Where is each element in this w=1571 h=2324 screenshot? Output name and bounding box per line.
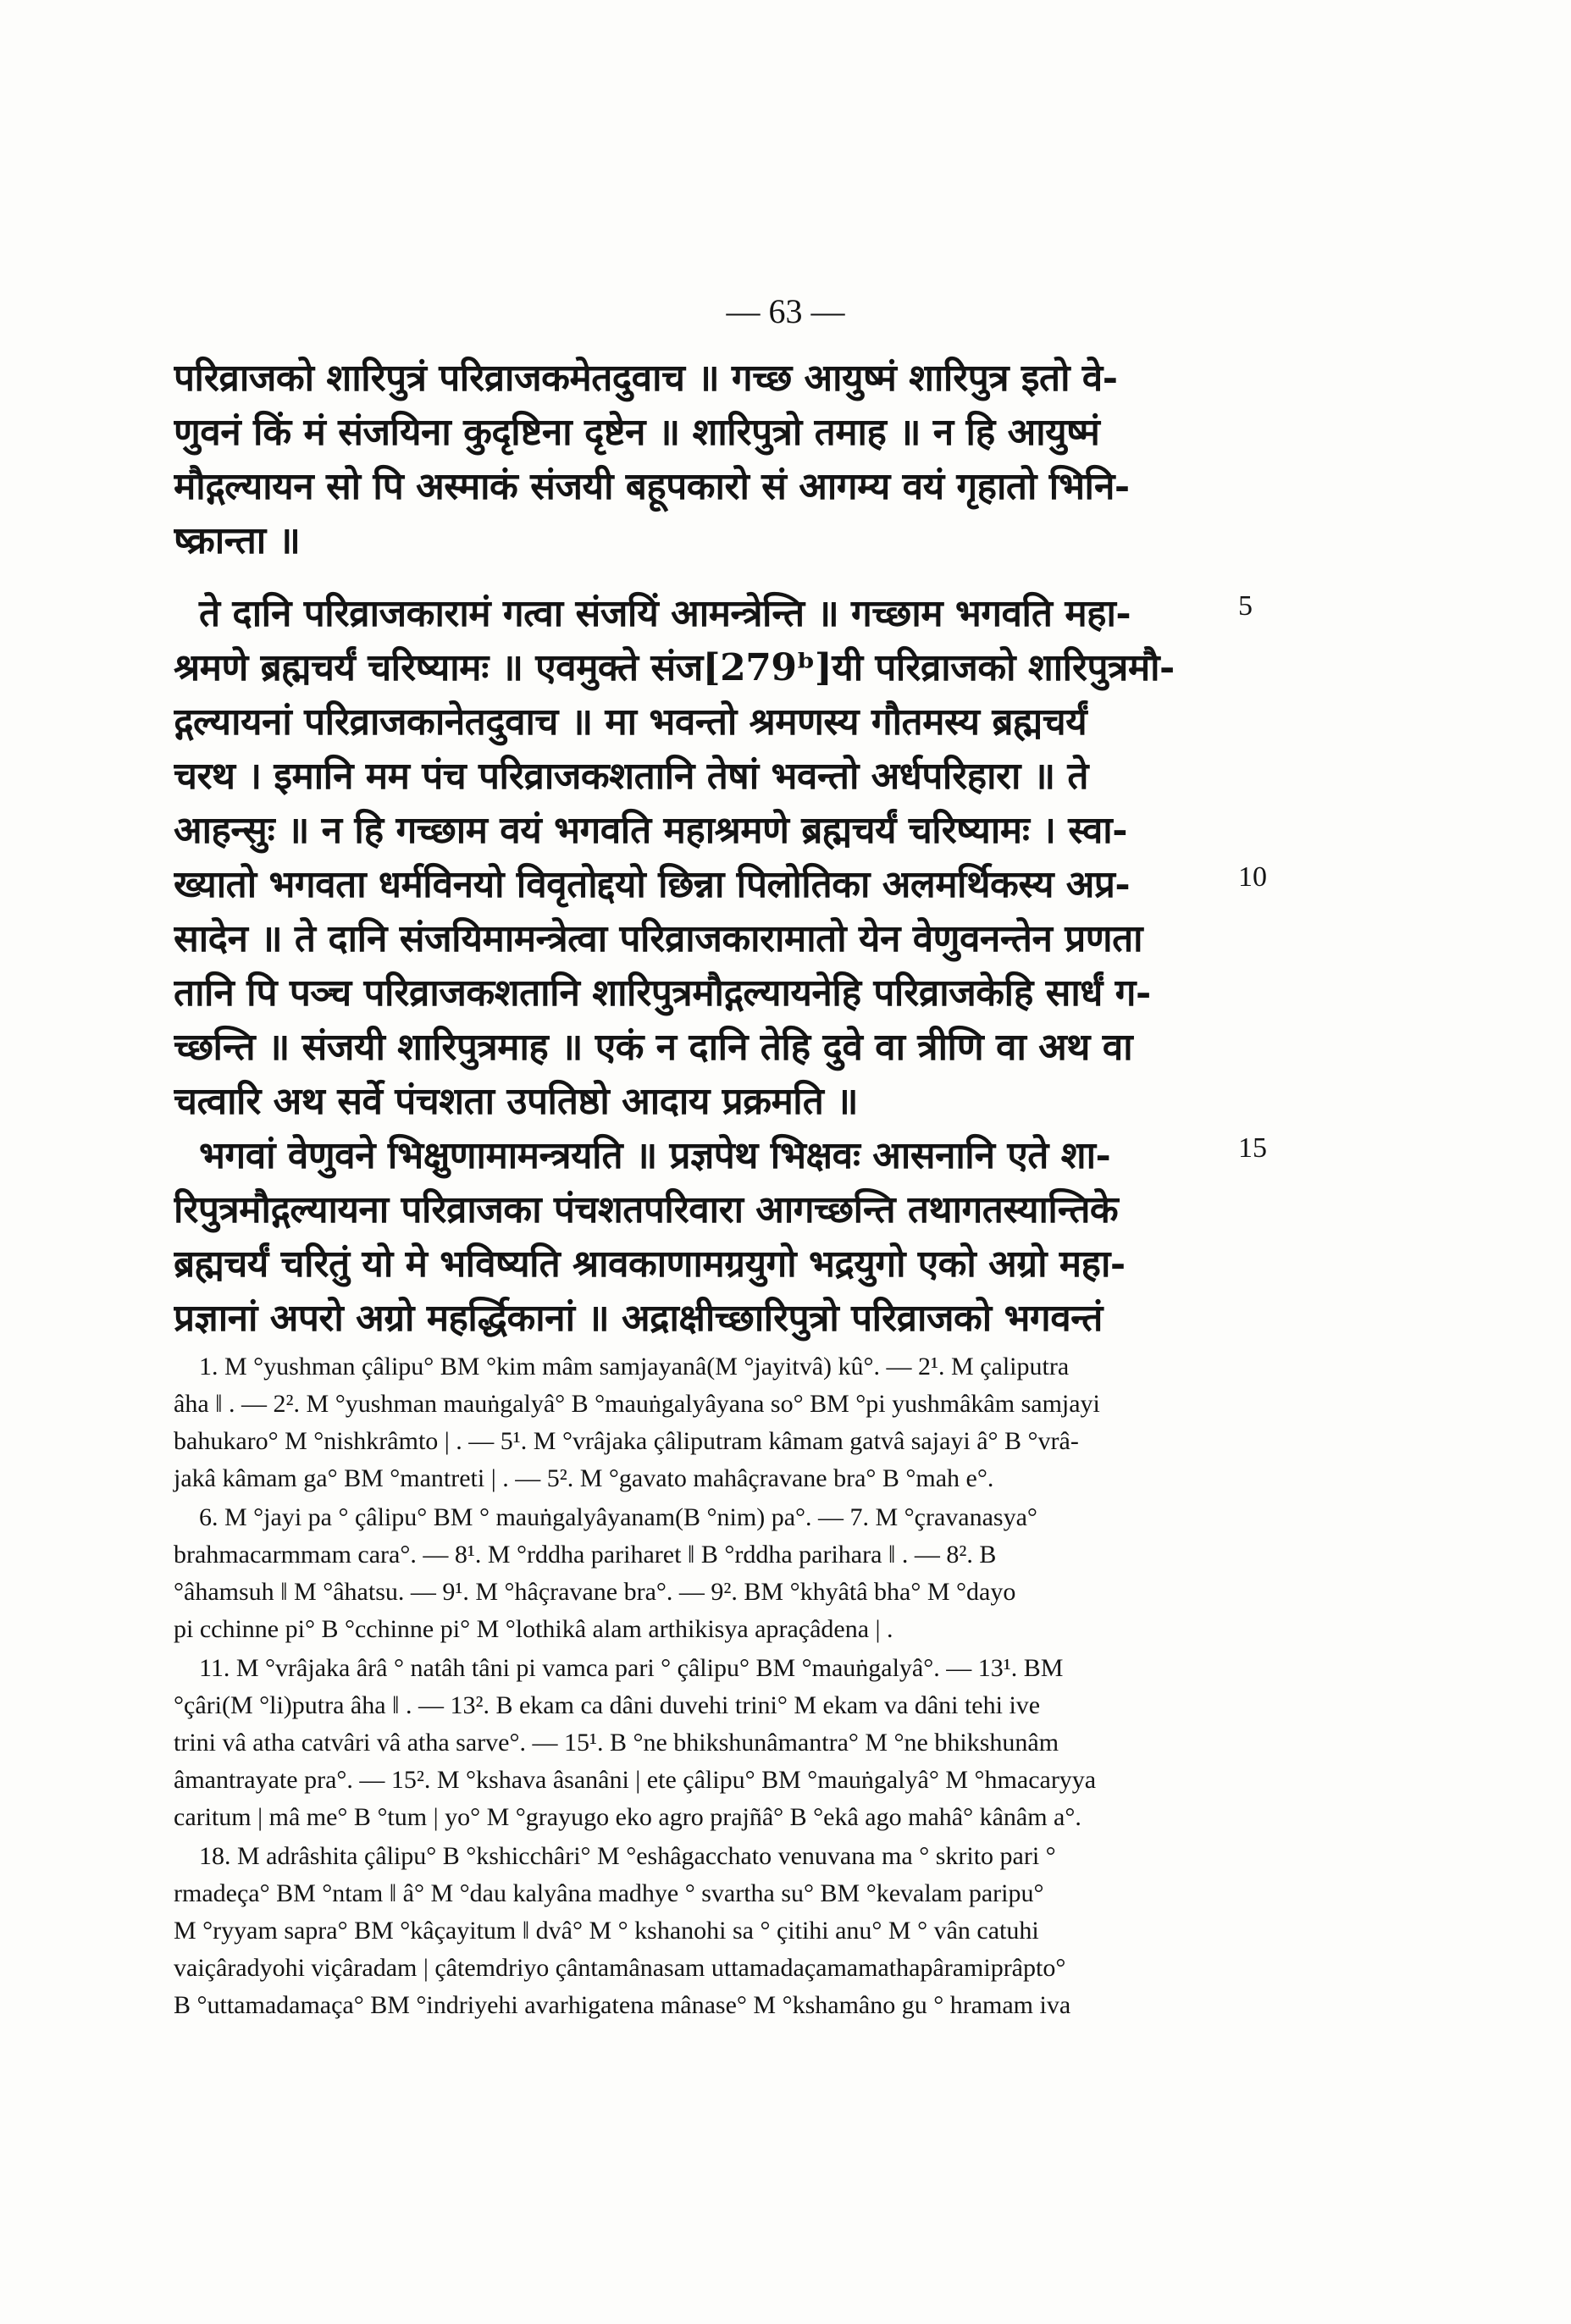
text-line: मौद्गल्यायन सो पि अस्माकं संजयी बहूपकारो सं आगम्य वयं गृहातो भिनि- — [174, 465, 1130, 508]
footnote-line: pi cchinne pi° B °cchinne pi° M °lothikâ alam arthikisya apraçâdena | . — [174, 1615, 893, 1643]
text-line: प्रज्ञानां अपरो अग्रो महर्द्धिकानां ॥ अद्राक्षीच्छारिपुत्रो परिव्राजको भगवन्तं — [174, 1297, 1103, 1340]
footnote-line: °çâri(M °li)putra âha ‖ . — 13². B ekam ca dâni duvehi trini° M ekam va dâni tehi ive — [174, 1691, 1041, 1719]
footnote-block — [174, 1650, 1236, 1836]
line-number-10: 10 — [1238, 861, 1267, 893]
main-text — [174, 351, 1228, 1346]
footnote-line: vaiçâradyohi viçâradam | çâtemdriyo çântamânasam uttamadaçamamathapâramiprâpto° — [174, 1954, 1066, 1982]
text-line: णुवनं किं मं संजयिना कुदृष्टिना दृष्टेन ॥ शारिपुत्रो तमाह ॥ न हि आयुष्मं — [174, 411, 1100, 454]
text-line: परिव्राजको शारिपुत्रं परिव्राजकमेतदुवाच ॥ गच्छ आयुष्मं शारिपुत्र इतो वे- — [174, 357, 1118, 400]
footnote-block — [174, 1499, 1236, 1648]
footnote-line: âmantrayate pra°. — 15². M °kshava âsanâni | ete çâlipu° BM °mauṅgalyâ° M °hmacaryya — [174, 1766, 1097, 1794]
footnote-line: 18. M adrâshita çâlipu° B °kshicchâri° M °eshâgacchato venuvana ma ° skrito pari ° — [199, 1842, 1056, 1870]
text-line: भगवां वेणुवने भिक्षुणामामन्त्रयति ॥ प्रज्ञपेथ भिक्षवः आसनानि एते शा- — [199, 1134, 1111, 1177]
line-number-15: 15 — [1238, 1132, 1267, 1164]
text-line: रिपुत्रमौद्गल्यायना परिव्राजका पंचशतपरिवारा आगच्छन्ति तथागतस्यान्तिके — [174, 1188, 1119, 1231]
text-line: द्गल्यायनां परिव्राजकानेतदुवाच ॥ मा भवन्तो श्रमणस्य गौतमस्य ब्रह्मचर्यं — [174, 700, 1087, 744]
footnote-block — [174, 1838, 1236, 2024]
text-line: ते दानि परिव्राजकारामं गत्वा संजयिं आमन्त्रेन्ति ॥ गच्छाम भगवति महा- — [199, 592, 1131, 635]
footnote-line: brahmacarmmam cara°. — 8¹. M °rddha pariharet ‖ B °rddha parihara ‖ . — 8². B — [174, 1541, 997, 1569]
footnotes — [174, 1348, 1236, 2024]
line-number-5: 5 — [1238, 590, 1253, 622]
footnote-line: rmadeça° BM °ntam ‖ â° M °dau kalyâna madhye ° svartha su° BM °kevalam paripu° — [174, 1879, 1044, 1907]
text-line: सादेन ॥ ते दानि संजयिमामन्त्रेत्वा परिव्राजकारामातो येन वेणुवनन्तेन प्रणता — [174, 917, 1143, 960]
footnote-line: bahukaro° M °nishkrâmto | . — 5¹. M °vrâjaka çâliputram kâmam gatvâ sajayi â° B °vrâ- — [174, 1427, 1079, 1455]
footnote-line: °âhamsuh ‖ M °âhatsu. — 9¹. M °hâçravane bra°. — 9². BM °khyâtâ bha° M °dayo — [174, 1578, 1016, 1606]
page-number: — 63 — — [726, 292, 845, 330]
text-line: ख्यातो भगवता धर्मविनयो विवृतोद्दयो छिन्ना पिलोतिका अलमर्थिकस्य अप्र- — [174, 863, 1131, 906]
footnote-line: caritum | mâ me° B °tum | yo° M °grayugo eko agro prajñâ° B °ekâ ago mahâ° kânâm a°. — [174, 1803, 1081, 1831]
footnote-line: 1. M °yushman çâlipu° BM °kim mâm samjayanâ(M °jayitvâ) kû°. — 2¹. M çaliputra — [199, 1353, 1070, 1381]
text-line: चरथ । इमानि मम पंच परिव्राजकशतानि तेषां भवन्तो अर्धपरिहारा ॥ ते — [174, 755, 1088, 798]
footnote-line: jakâ kâmam ga° BM °mantreti | . — 5². M °gavato mahâçravane bra° B °mah e°. — [174, 1464, 994, 1492]
footnote-block — [174, 1348, 1236, 1497]
text-line: आहन्सुः ॥ न हि गच्छाम वयं भगवति महाश्रमणे ब्रह्मचर्यं चरिष्यामः । स्वा- — [174, 809, 1127, 852]
footnote-line: M °ryyam sapra° BM °kâçayitum ‖ dvâ° M ° kshanohi sa ° çitihi anu° M ° vân catuhi — [174, 1917, 1039, 1945]
text-line: च्छन्ति ॥ संजयी शारिपुत्रमाह ॥ एकं न दानि तेहि दुवे वा त्रीणि वा अथ वा — [174, 1026, 1133, 1069]
footnote-line: 11. M °vrâjaka ârâ ° natâh tâni pi vamca pari ° çâlipu° BM °mauṅgalyâ°. — 13¹. BM — [199, 1654, 1064, 1682]
text-line: ष्क्रान्ता ॥ — [174, 519, 301, 562]
text-line: श्रमणे ब्रह्मचर्यं चरिष्यामः ॥ एवमुक्ते संज[279ᵇ]यी परिव्राजको शारिपुत्रमौ- — [174, 646, 1175, 689]
footnote-line: âha ‖ . — 2². M °yushman mauṅgalyâ° B °mauṅgalyâyana so° BM °pi yushmâkâm samjayi — [174, 1390, 1100, 1418]
footnote-line: B °uttamadamaça° BM °indriyehi avarhigatena mânase° M °kshamâno gu ° hramam iva — [174, 1991, 1071, 2019]
text-line: ब्रह्मचर्यं चरितुं यो मे भविष्यति श्रावकाणामग्रयुगो भद्रयुगो एको अग्रो महा- — [174, 1242, 1126, 1286]
footnote-line: 6. M °jayi pa ° çâlipu° BM ° mauṅgalyâyanam(B °nim) pa°. — 7. M °çravanasya° — [199, 1503, 1037, 1531]
text-line: तानि पि पञ्च परिव्राजकशतानि शारिपुत्रमौद्गल्यायनेहि परिव्राजकेहि सार्धं ग- — [174, 971, 1151, 1015]
footnote-line: trini vâ atha catvâri vâ atha sarve°. — 15¹. B °ne bhikshunâmantra° M °ne bhikshunâm — [174, 1729, 1059, 1757]
text-line: चत्वारि अथ सर्वे पंचशता उपतिष्ठो आदाय प्रक्रमति ॥ — [174, 1080, 858, 1123]
